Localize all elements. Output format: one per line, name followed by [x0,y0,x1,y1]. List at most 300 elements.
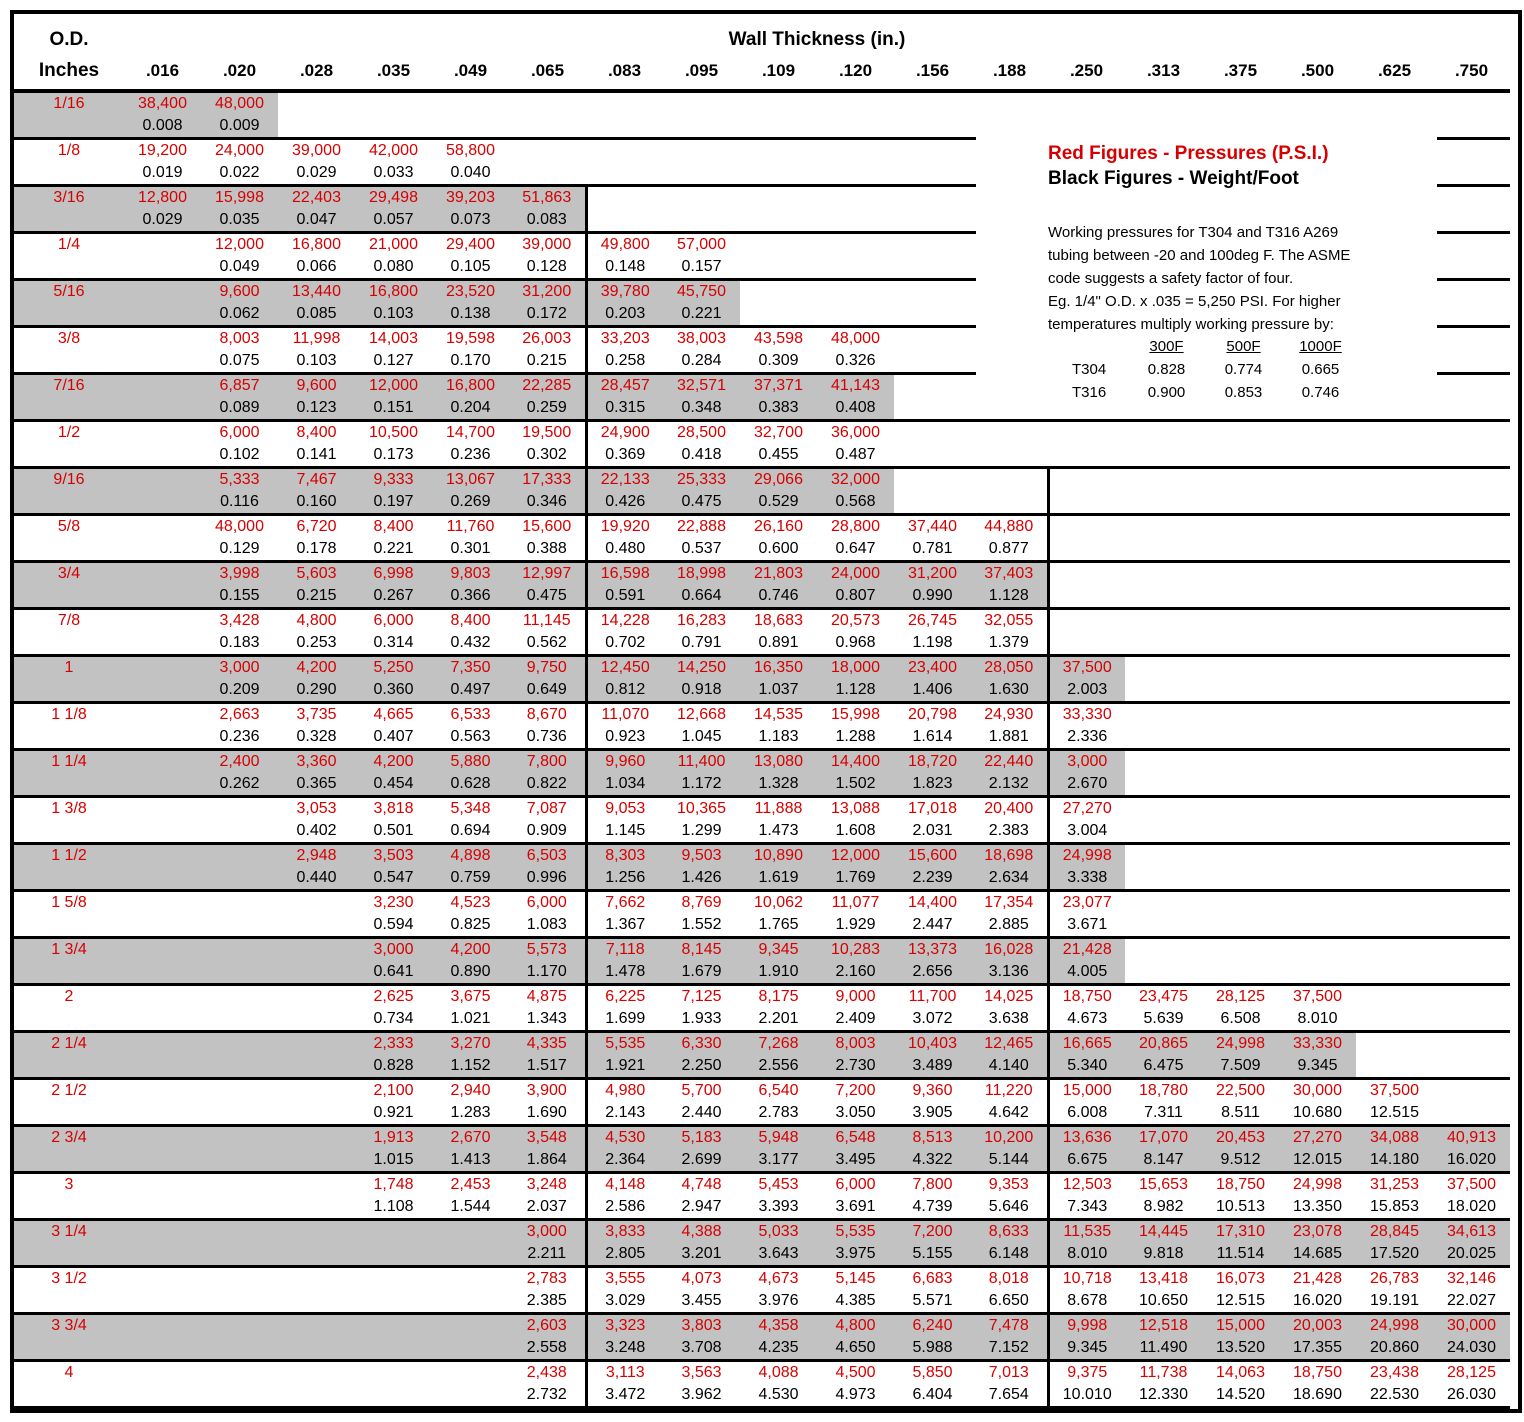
pressure-cell [355,1220,432,1244]
pressure-cell: 14,025 [971,985,1048,1009]
weight-cell: 2.556 [740,1055,817,1079]
pressure-cell: 3,000 [355,938,432,962]
weight-cell: 0.301 [432,538,509,562]
weight-cell: 0.418 [663,444,740,468]
pressure-cell: 8,633 [971,1220,1048,1244]
pressure-cell: 38,400 [124,91,201,115]
weight-cell: 0.563 [432,726,509,750]
weight-cell: 4.385 [817,1290,894,1314]
pressure-cell [201,1173,278,1197]
weight-row [14,444,1510,468]
weight-cell [1433,585,1510,609]
weight-cell [894,397,971,421]
pressure-cell: 6,000 [509,891,586,915]
weight-cell [124,538,201,562]
weight-cell [1279,632,1356,656]
weight-cell: 10.680 [1279,1102,1356,1126]
legend [1048,141,1329,191]
od-label: 1 1/8 [14,703,124,750]
pressure-row [14,609,1510,633]
pressure-cell: 19,500 [509,421,586,445]
weight-cell [278,914,355,938]
pressure-cell: 28,800 [831,518,880,535]
pressure-cell [278,1220,355,1244]
od-label: 3 1/4 [14,1220,124,1267]
weight-cell: 0.173 [355,444,432,468]
weight-cell [1279,538,1356,562]
weight-cell: 0.236 [201,726,278,750]
pressure-cell: 3,900 [509,1079,586,1103]
weight-cell [278,1008,355,1032]
pressure-cell: 5,535 [586,1032,663,1056]
weight-cell: 2.440 [663,1102,740,1126]
pressure-cell: 12,000 [355,374,432,398]
weight-cell [1048,538,1125,562]
pressure-cell: 8,003 [219,330,260,347]
od-label: 3/16 [14,186,124,233]
pressure-cell [1125,609,1202,633]
od-label: 7/16 [14,374,124,421]
pressure-cell: 20,865 [1125,1032,1202,1056]
weight-row [14,1055,1510,1079]
pressure-cell: 7,800 [912,1176,953,1193]
pressure-cell: 8,400 [450,612,491,629]
od-label: 9/16 [14,468,124,515]
pressure-cell [1356,703,1433,727]
weight-cell [1279,914,1356,938]
pressure-row [14,91,1510,115]
weight-cell [1202,820,1279,844]
weight-cell: 2.239 [894,867,971,891]
od-label: 1/2 [14,421,124,468]
pressure-cell: 8,175 [758,988,799,1005]
pressure-cell [1125,91,1202,115]
weight-cell: 2.409 [817,1008,894,1032]
weight-cell [124,1196,201,1220]
pressure-cell [432,91,509,115]
pressure-cell [1356,515,1433,539]
weight-cell: 0.236 [432,444,509,468]
weight-cell [432,1337,509,1361]
pressure-cell [1433,562,1510,586]
pressure-cell: 5,603 [278,562,355,586]
weight-cell: 3.643 [740,1243,817,1267]
weight-cell: 0.075 [201,350,278,374]
weight-cell: 1.679 [663,961,740,985]
weight-cell: 10.010 [1048,1384,1125,1408]
pressure-cell [894,186,971,210]
weight-cell: 1.170 [509,961,586,985]
weight-cell: 0.694 [432,820,509,844]
weight-cell [1433,397,1510,421]
weight-row [14,1243,1510,1267]
pressure-cell [894,280,971,304]
weight-cell: 1.823 [894,773,971,797]
weight-cell: 7.509 [1202,1055,1279,1079]
weight-cell [1125,961,1202,985]
note-line: temperatures multiply working pressure by: [1048,316,1334,333]
pressure-cell: 7,662 [605,894,646,911]
weight-cell [432,1384,509,1408]
weight-cell: 0.746 [740,585,817,609]
weight-cell: 3.691 [817,1196,894,1220]
pressure-cell [278,1267,355,1291]
pressure-cell [1433,844,1510,868]
weight-cell [124,1337,201,1361]
weight-cell [201,867,278,891]
pressure-cell: 41,143 [817,374,894,398]
weight-cell: 3.248 [586,1337,663,1361]
pressure-cell: 4,500 [835,1364,876,1381]
pressure-cell [124,1126,201,1150]
pressure-cell [1279,891,1356,915]
pressure-cell [663,186,740,210]
weight-cell: 0.127 [355,350,432,374]
weight-cell [1125,632,1202,656]
od-label: 1 3/8 [14,797,124,844]
pressure-cell: 10,062 [754,894,803,911]
weight-cell: 2.885 [971,914,1048,938]
pressure-cell: 26,745 [908,612,957,629]
weight-cell [894,115,971,139]
weight-cell: 5.571 [894,1290,971,1314]
weight-cell [124,256,201,280]
column-label: .065 [509,53,586,91]
weight-cell: 0.455 [740,444,817,468]
pressure-cell: 5,535 [817,1220,894,1244]
pressure-cell: 37,500 [1370,1082,1419,1099]
pressure-cell: 2,333 [355,1032,432,1056]
weight-cell: 1.413 [432,1149,509,1173]
pressure-cell: 11,888 [754,800,803,817]
pressure-cell: 11,535 [1048,1220,1125,1244]
weight-cell: 2.037 [509,1196,586,1220]
weight-cell [124,820,201,844]
pressure-cell: 4,088 [758,1364,799,1381]
pressure-cell [124,609,201,633]
pressure-cell: 4,388 [663,1220,740,1244]
pressure-cell: 48,000 [831,330,880,347]
pressure-cell: 2,100 [373,1082,414,1099]
weight-cell: 10.650 [1125,1290,1202,1314]
weight-row [14,726,1510,750]
weight-cell: 0.812 [586,679,663,703]
pressure-cell: 3,000 [201,656,278,680]
weight-cell [1279,820,1356,844]
weight-cell: 2.730 [817,1055,894,1079]
pressure-cell [278,1032,355,1056]
pressure-cell: 5,145 [835,1270,876,1287]
pressure-cell [740,186,817,210]
weight-cell: 0.128 [509,256,586,280]
pressure-cell [201,797,278,821]
pressure-row [14,703,1510,727]
pressure-cell [1433,139,1510,163]
pressure-cell: 20,573 [831,612,880,629]
pressure-cell: 34,088 [1356,1126,1433,1150]
pressure-cell: 58,800 [446,142,495,159]
weight-cell: 4.973 [817,1384,894,1408]
weight-cell: 1.699 [586,1008,663,1032]
pressure-cell: 6,225 [605,988,646,1005]
note-line: Eg. 1/4" O.D. x .035 = 5,250 PSI. For higher [1048,293,1341,310]
weight-cell: 8.511 [1202,1102,1279,1126]
weight-cell [432,1290,509,1314]
weight-cell: 0.649 [509,679,586,703]
weight-cell [1279,444,1356,468]
table-header [14,14,1510,91]
weight-cell: 2.634 [971,867,1048,891]
pressure-row [14,1079,1510,1103]
pressure-cell: 12,465 [971,1032,1048,1056]
weight-cell: 0.085 [278,303,355,327]
weight-cell: 9.345 [1279,1055,1356,1079]
weight-cell: 0.348 [663,397,740,421]
pressure-cell: 4,748 [681,1176,722,1193]
pressure-cell: 4,200 [432,938,509,962]
pressure-cell [1048,421,1125,445]
pressure-cell [1279,844,1356,868]
weight-cell: 0.258 [586,350,663,374]
pressure-cell: 14,535 [754,706,803,723]
pressure-row [14,656,1510,680]
weight-cell: 0.487 [817,444,894,468]
weight-cell: 17.520 [1356,1243,1433,1267]
weight-cell: 8.010 [1048,1243,1125,1267]
weight-cell: 24.030 [1433,1337,1510,1361]
pressure-cell: 12,000 [817,844,894,868]
weight-row [14,1384,1510,1408]
pressure-cell: 4,200 [355,750,432,774]
pressure-cell: 37,403 [971,562,1048,586]
weight-cell: 1.128 [817,679,894,703]
pressure-cell: 27,270 [1279,1126,1356,1150]
pressure-cell [1433,656,1510,680]
weight-cell: 0.302 [509,444,586,468]
pressure-weight-table-frame [10,10,1522,1413]
weight-cell [355,1337,432,1361]
pressure-cell [1433,280,1510,304]
pressure-cell [201,985,278,1009]
pressure-cell [124,844,201,868]
pressure-cell: 14,700 [446,424,495,441]
pressure-cell: 2,625 [373,988,414,1005]
weight-cell: 0.923 [586,726,663,750]
pressure-cell [1433,515,1510,539]
pressure-cell [1125,703,1202,727]
pressure-cell: 18,750 [1293,1364,1342,1381]
weight-cell [432,1243,509,1267]
pressure-cell [124,1079,201,1103]
pressure-cell: 5,850 [912,1364,953,1381]
weight-cell: 1.172 [663,773,740,797]
weight-cell [1433,914,1510,938]
weight-cell: 2.336 [1048,726,1125,750]
pressure-cell: 14,400 [817,750,894,774]
pressure-cell: 7,268 [740,1032,817,1056]
pressure-cell [1433,468,1510,492]
weight-cell: 0.475 [509,585,586,609]
weight-cell: 8.010 [1279,1008,1356,1032]
pressure-cell [1202,703,1279,727]
pressure-cell: 18,998 [663,562,740,586]
pressure-cell: 22,133 [586,468,663,492]
weight-cell: 2.383 [971,820,1048,844]
od-label: 3/8 [14,327,124,374]
weight-cell: 16.020 [1433,1149,1510,1173]
weight-cell: 12.515 [1202,1290,1279,1314]
pressure-cell [1356,797,1433,821]
pressure-cell: 7,200 [894,1220,971,1244]
pressure-cell: 16,800 [432,374,509,398]
pressure-cell [124,1032,201,1056]
weight-cell [894,162,971,186]
pressure-cell: 48,000 [201,91,278,115]
weight-row [14,632,1510,656]
weight-cell [278,1102,355,1126]
weight-cell [1433,209,1510,233]
od-label: 1 1/2 [14,844,124,891]
pressure-cell: 6,240 [894,1314,971,1338]
pressure-cell: 20,003 [1279,1314,1356,1338]
weight-cell: 3.004 [1048,820,1125,844]
weight-cell [201,1008,278,1032]
weight-cell: 0.262 [201,773,278,797]
pressure-cell: 2,783 [509,1267,586,1291]
pressure-cell: 16,665 [1048,1032,1125,1056]
weight-cell [201,1055,278,1079]
pressure-cell [124,374,201,398]
pressure-cell: 24,998 [1356,1314,1433,1338]
pressure-cell [1433,233,1510,257]
weight-cell: 5.646 [971,1196,1048,1220]
pressure-cell: 6,000 [219,424,260,441]
weight-cell [1356,773,1433,797]
weight-cell: 6.650 [971,1290,1048,1314]
pressure-cell: 10,365 [677,800,726,817]
weight-cell: 1.630 [971,679,1048,703]
weight-cell: 1.198 [894,632,971,656]
weight-cell [1433,773,1510,797]
weight-cell: 0.501 [355,820,432,844]
pressure-cell: 17,354 [971,891,1048,915]
od-label: 2 1/2 [14,1079,124,1126]
weight-cell [1356,820,1433,844]
weight-cell [1279,961,1356,985]
pressure-cell: 16,800 [355,280,432,304]
weight-cell [1202,914,1279,938]
weight-cell: 1.021 [432,1008,509,1032]
weight-cell: 0.328 [278,726,355,750]
pressure-row [14,515,1510,539]
pressure-cell: 29,066 [740,468,817,492]
column-label: .625 [1356,53,1433,91]
multiplier-value: 0.828 [1147,361,1186,378]
od-label: 4 [14,1361,124,1408]
weight-cell [894,491,971,515]
weight-cell: 1.379 [971,632,1048,656]
pressure-cell: 12,668 [677,706,726,723]
pressure-cell [1433,1079,1510,1103]
weight-cell: 1.910 [740,961,817,985]
weight-cell: 4.140 [971,1055,1048,1079]
pressure-cell [1125,562,1202,586]
weight-cell: 0.151 [355,397,432,421]
pressure-cell [1433,609,1510,633]
weight-cell [201,1384,278,1408]
pressure-cell: 34,613 [1433,1220,1510,1244]
pressure-cell: 10,500 [369,424,418,441]
pressure-cell: 7,118 [586,938,663,962]
weight-cell: 2.732 [509,1384,586,1408]
weight-cell: 4.642 [971,1102,1048,1126]
weight-cell [124,679,201,703]
pressure-cell: 19,920 [600,518,650,535]
weight-cell [124,444,201,468]
weight-cell [1433,867,1510,891]
weight-cell: 0.326 [817,350,894,374]
pressure-cell: 6,540 [758,1082,799,1099]
weight-cell: 0.066 [278,256,355,280]
pressure-cell: 13,418 [1139,1270,1188,1287]
pressure-cell: 20,453 [1202,1126,1279,1150]
pressure-cell: 4,200 [278,656,355,680]
weight-cell [124,303,201,327]
pressure-cell: 24,998 [1048,844,1125,868]
weight-cell: 2.031 [894,820,971,844]
weight-cell: 0.702 [586,632,663,656]
weight-cell: 0.123 [278,397,355,421]
weight-cell: 2.558 [509,1337,586,1361]
weight-cell [740,256,817,280]
weight-cell: 3.136 [971,961,1048,985]
weight-cell: 10.513 [1202,1196,1279,1220]
pressure-cell [278,1314,355,1338]
multiplier-row [1048,358,1359,381]
weight-cell [1356,961,1433,985]
weight-cell: 0.314 [355,632,432,656]
weight-cell: 0.040 [432,162,509,186]
weight-cell: 3.177 [740,1149,817,1173]
wall-thickness-header: Wall Thickness (in.) [728,29,906,50]
weight-cell [663,209,740,233]
weight-cell: 0.664 [663,585,740,609]
pressure-cell [1279,797,1356,821]
pressure-cell [1279,421,1356,445]
pressure-cell: 8,018 [971,1267,1048,1291]
weight-cell [1279,867,1356,891]
pressure-cell: 5,183 [663,1126,740,1150]
weight-row [14,538,1510,562]
weight-cell: 0.116 [201,491,278,515]
weight-cell: 0.083 [509,209,586,233]
pressure-cell: 15,600 [509,515,586,539]
weight-cell: 0.309 [740,350,817,374]
weight-cell: 20.860 [1356,1337,1433,1361]
weight-cell: 0.138 [432,303,509,327]
pressure-cell: 4,673 [758,1270,799,1287]
pressure-cell: 20,798 [908,706,957,723]
pressure-cell [894,421,971,445]
pressure-cell: 5,880 [432,750,509,774]
pressure-cell: 39,780 [586,280,663,304]
weight-cell [201,1243,278,1267]
weight-cell [740,303,817,327]
weight-row [14,1290,1510,1314]
pressure-cell [1125,656,1202,680]
weight-row [14,1102,1510,1126]
pressure-cell: 31,200 [509,280,586,304]
